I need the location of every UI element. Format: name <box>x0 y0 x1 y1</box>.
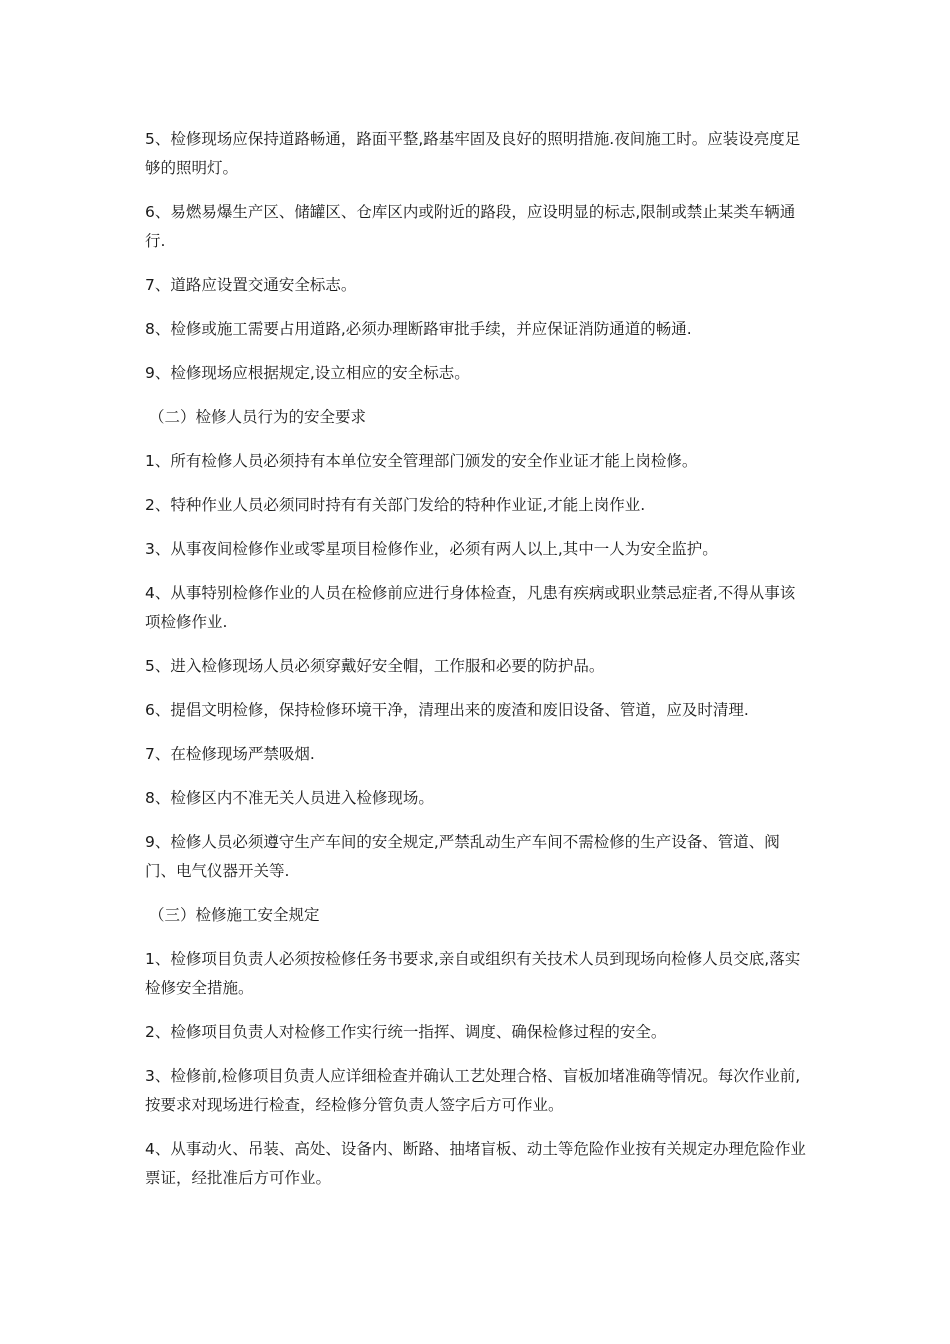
section-heading-3: （三）检修施工安全规定 <box>149 906 320 924</box>
paragraph-item-9: 9、检修人员必须遵守生产车间的安全规定,严禁乱动生产车间不需检修的生产设备、管道、阀门、电气仪器开关等. <box>145 833 780 880</box>
paragraph-item-2: 2、特种作业人员必须同时持有有关部门发给的特种作业证,才能上岗作业. <box>145 496 646 514</box>
paragraph-item-3: 3、检修前,检修项目负责人应详细检查并确认工艺处理合格、盲板加堵准确等情况。每次作业前,按要求对现场进行检查，经检修分管负责人签字后方可作业。 <box>145 1067 801 1114</box>
paragraph-item-5: 5、检修现场应保持道路畅通，路面平整,路基牢固及良好的照明措施.夜间施工时。应装设亮度足够的照明灯。 <box>145 130 801 177</box>
document-body <box>145 125 810 1208</box>
paragraph-item-1: 1、检修项目负责人必须按检修任务书要求,亲自或组织有关技术人员到现场向检修人员交底,落实检修安全措施。 <box>145 950 801 997</box>
paragraph-item-4: 4、从事特别检修作业的人员在检修前应进行身体检查，凡患有疾病或职业禁忌症者,不得从事该项检修作业. <box>145 584 796 631</box>
paragraph-item-2: 2、检修项目负责人对检修工作实行统一指挥、调度、确保检修过程的安全。 <box>145 1023 667 1041</box>
paragraph-item-9: 9、检修现场应根据规定,设立相应的安全标志。 <box>145 364 470 382</box>
paragraph-item-6: 6、易燃易爆生产区、储罐区、仓库区内或附近的路段，应设明显的标志,限制或禁止某类车辆通行. <box>145 203 796 250</box>
paragraph-item-5: 5、进入检修现场人员必须穿戴好安全帽，工作服和必要的防护品。 <box>145 657 605 675</box>
paragraph-item-6: 6、提倡文明检修，保持检修环境干净，清理出来的废渣和废旧设备、管道，应及时清理. <box>145 701 749 719</box>
paragraph-item-3: 3、从事夜间检修作业或零星项目检修作业，必须有两人以上,其中一人为安全监护。 <box>145 540 718 558</box>
paragraph-item-7: 7、在检修现场严禁吸烟. <box>145 745 315 763</box>
paragraph-item-7: 7、道路应设置交通安全标志。 <box>145 276 357 294</box>
paragraph-item-1: 1、所有检修人员必须持有本单位安全管理部门颁发的安全作业证才能上岗检修。 <box>145 452 698 470</box>
paragraph-item-8: 8、检修或施工需要占用道路,必须办理断路审批手续，并应保证消防通道的畅通. <box>145 320 692 338</box>
section-heading-2: （二）检修人员行为的安全要求 <box>149 408 367 426</box>
paragraph-item-8: 8、检修区内不准无关人员进入检修现场。 <box>145 789 434 807</box>
paragraph-item-4: 4、从事动火、吊装、高处、设备内、断路、抽堵盲板、动土等危险作业按有关规定办理危险作业票证，经批准后方可作业。 <box>145 1140 806 1187</box>
